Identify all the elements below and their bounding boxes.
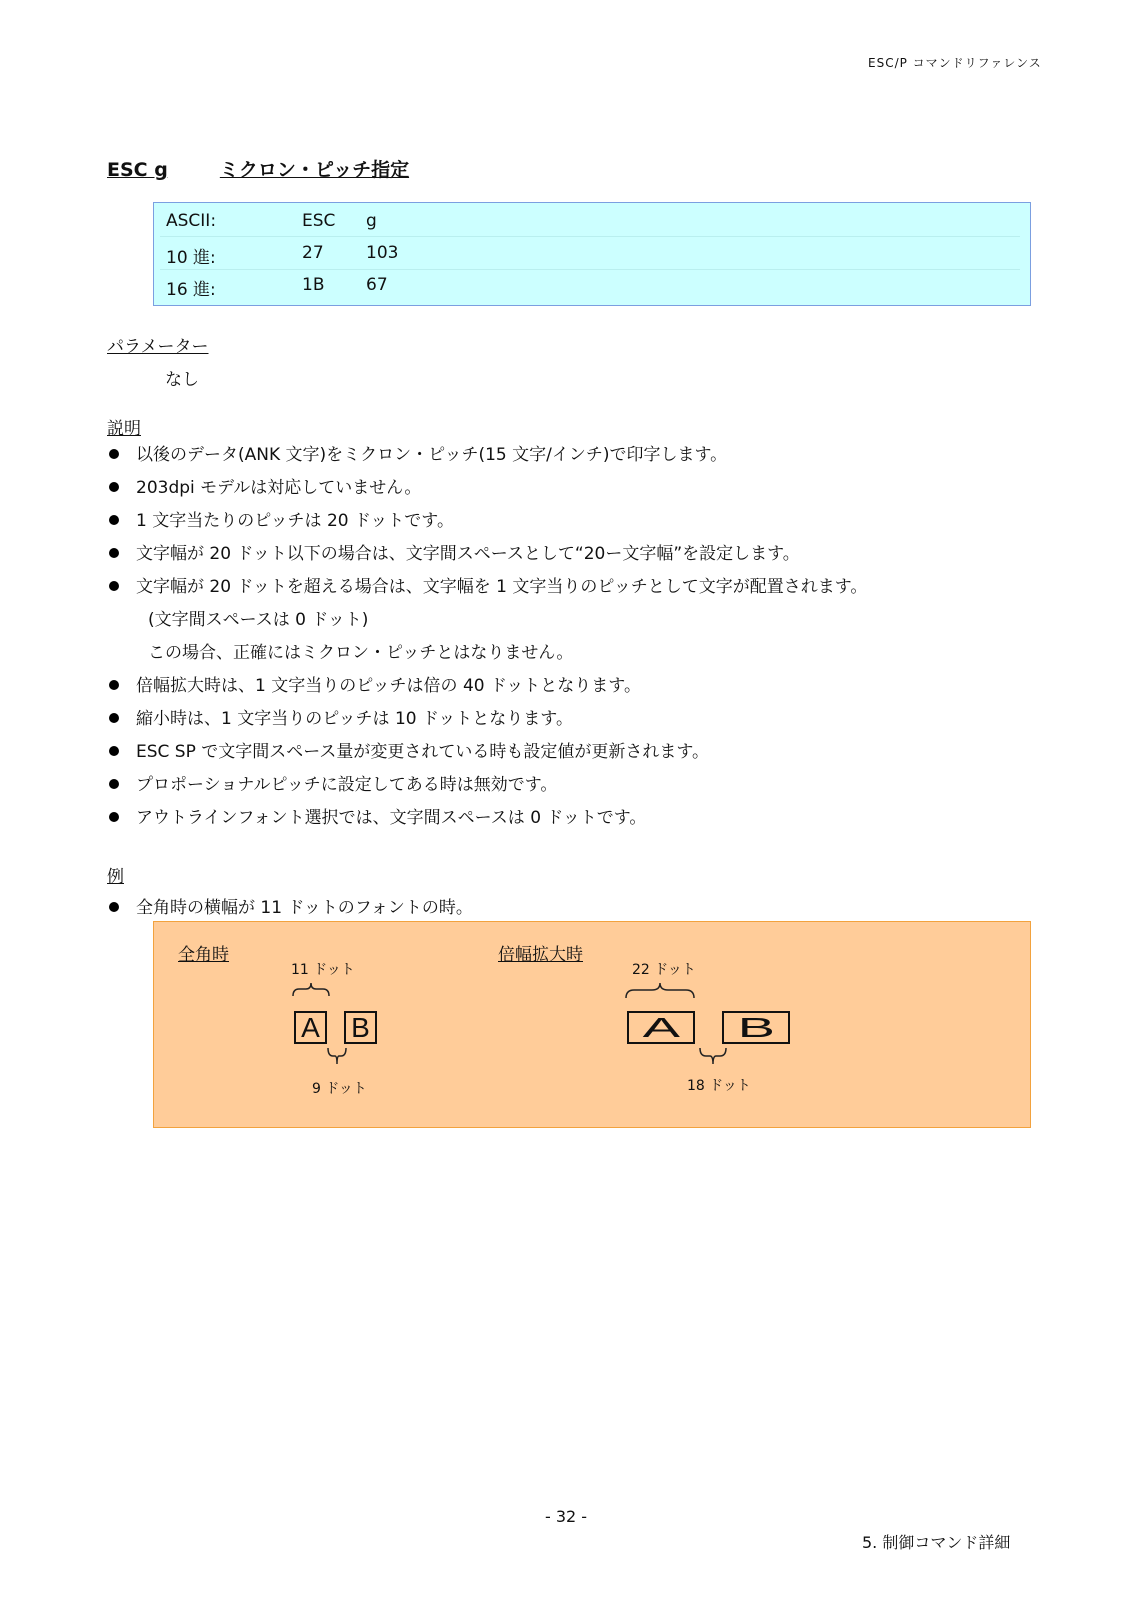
example-heading: 例	[107, 867, 124, 887]
bullet-icon	[109, 581, 119, 591]
row-divider	[160, 236, 1020, 237]
code-value-1: ESC	[302, 211, 336, 231]
list-item: 全角時の横幅が 11 ドットのフォントの時。	[106, 893, 1006, 926]
code-value-2: g	[366, 211, 377, 231]
full-width-label: 全角時	[178, 945, 229, 965]
list-item: 203dpi モデルは対応していません。	[106, 473, 1086, 506]
chapter-footer: 5. 制御コマンド詳細	[862, 1533, 1011, 1552]
code-value-2: 103	[366, 243, 399, 263]
command-description: ミクロン・ピッチ指定	[219, 159, 410, 181]
list-item: 以後のデータ(ANK 文字)をミクロン・ピッチ(15 文字/インチ)で印字します。	[106, 440, 1086, 473]
code-value-1: 27	[302, 243, 324, 263]
bullet-icon	[109, 812, 119, 822]
list-item-continuation: この場合、正確にはミクロン・ピッチとはなりません。	[148, 643, 574, 663]
list-item: 文字幅が 20 ドットを超える場合は、文字幅を 1 文字当りのピッチとして文字が配置されます。	[106, 572, 1086, 605]
list-item: 文字幅が 20 ドット以下の場合は、文字間スペースとして“20ー文字幅”を設定します。	[106, 539, 1086, 572]
bullet-icon	[109, 548, 119, 558]
list-item-continuation: (文字間スペースは 0 ドット)	[148, 610, 369, 630]
page-number: - 32 -	[545, 1507, 588, 1526]
bullet-icon	[109, 449, 119, 459]
char-box-a: A	[627, 1011, 695, 1044]
bullet-icon	[109, 713, 119, 723]
bullet-icon	[109, 482, 119, 492]
brace-bottom-icon	[698, 1046, 728, 1068]
char-box-b: B	[722, 1011, 790, 1044]
bullet-icon	[109, 515, 119, 525]
code-label: 10 進:	[166, 248, 216, 268]
command-title	[107, 155, 409, 182]
char-width-label: 22 ドット	[632, 962, 696, 978]
list-item: プロポーショナルピッチに設定してある時は無効です。	[106, 770, 1086, 803]
bullet-icon	[109, 746, 119, 756]
code-value-1: 1B	[302, 275, 325, 295]
char-box-b: B	[344, 1011, 377, 1044]
char-box-a: A	[294, 1011, 327, 1044]
brace-bottom-icon	[326, 1046, 348, 1068]
spacing-label: 18 ドット	[687, 1078, 751, 1094]
bullet-icon	[109, 779, 119, 789]
command-name: ESC g	[107, 159, 168, 181]
code-value-2: 67	[366, 275, 388, 295]
example-figure	[153, 921, 1031, 1128]
bullet-icon	[109, 902, 119, 912]
code-row-hex	[166, 275, 1026, 305]
list-item: ESC SP で文字間スペース量が変更されている時も設定値が更新されます。	[106, 737, 1086, 770]
bullet-icon	[109, 680, 119, 690]
brace-top-icon	[624, 980, 696, 1002]
char-width-label: 11 ドット	[291, 962, 355, 978]
list-item: 1 文字当たりのピッチは 20 ドットです。	[106, 506, 1086, 539]
brace-top-icon	[291, 980, 331, 1000]
spacing-label: 9 ドット	[312, 1081, 367, 1097]
list-item: 縮小時は、1 文字当りのピッチは 10 ドットとなります。	[106, 704, 1086, 737]
code-label: ASCII:	[166, 211, 217, 231]
parameters-value: なし	[165, 370, 199, 390]
double-width-label: 倍幅拡大時	[498, 945, 583, 965]
running-header: ESC/P コマンドリファレンス	[868, 56, 1042, 70]
list-item: 倍幅拡大時は、1 文字当りのピッチは倍の 40 ドットとなります。	[106, 671, 1086, 704]
code-label: 16 進:	[166, 280, 216, 300]
list-item: アウトラインフォント選択では、文字間スペースは 0 ドットです。	[106, 803, 1086, 836]
command-code-table	[153, 202, 1031, 306]
parameters-heading: パラメーター	[107, 337, 209, 357]
description-heading: 説明	[107, 419, 141, 439]
description-list	[106, 440, 1086, 836]
row-divider	[160, 269, 1020, 270]
